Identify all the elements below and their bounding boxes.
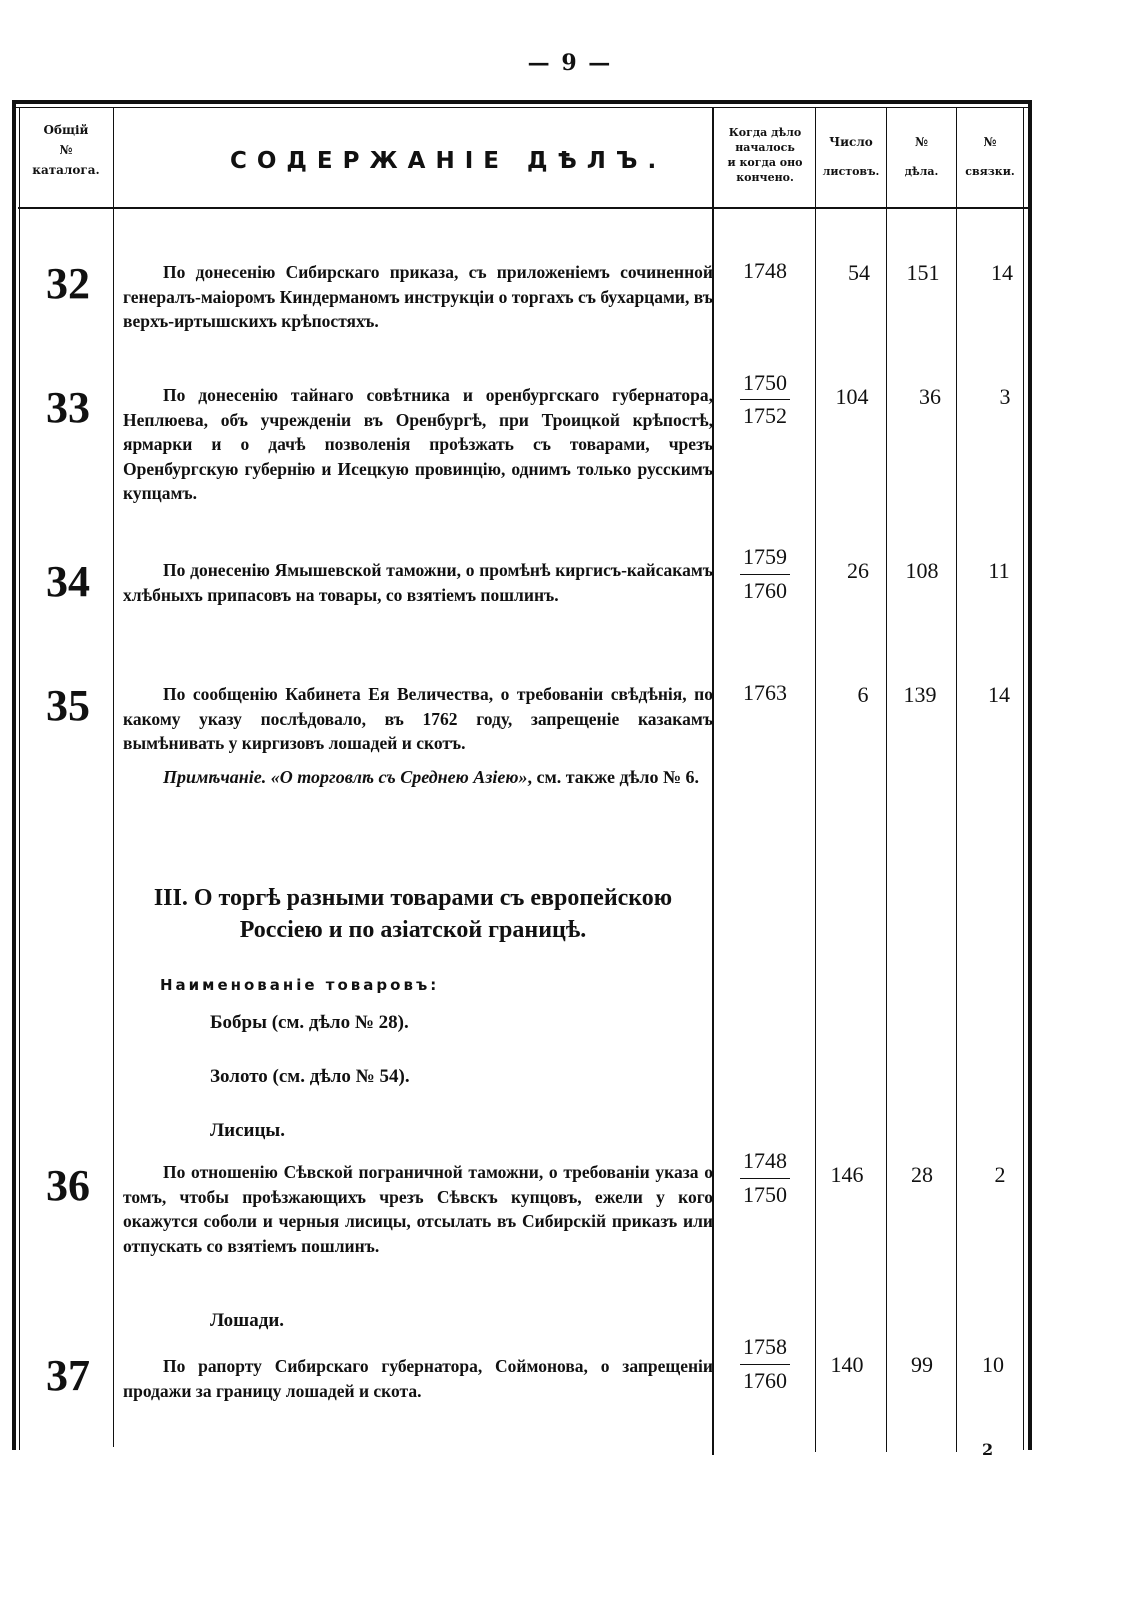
entry-number: 32 (46, 259, 90, 308)
entry-sheets: 54 (848, 260, 870, 285)
entry-year-start: 1763 (743, 680, 787, 705)
header-catalog-line2: № (59, 143, 73, 157)
entry-year-end: 1752 (743, 403, 787, 428)
entry-year-end: 1760 (743, 578, 787, 603)
right-border (1028, 100, 1032, 1450)
col-sep-dates (815, 107, 816, 1452)
top-border-inner (12, 107, 1032, 108)
entry-text (123, 682, 713, 756)
goods-foxes: Лисицы. (210, 1120, 286, 1141)
header-bundle (957, 134, 1023, 180)
entry-text (123, 1160, 713, 1258)
page-number: — 9 — (527, 50, 613, 76)
entry-number: 35 (46, 681, 90, 730)
entry-sheets: 26 (847, 558, 869, 583)
entry-sheets: 6 (857, 682, 869, 707)
header-bottom-border (18, 207, 1028, 209)
note-rest: , см. также дѣло № 6. (527, 767, 700, 787)
entry-year-end: 1750 (743, 1182, 787, 1207)
entry-bundle: 14 (988, 682, 1010, 707)
header-sheets (816, 134, 886, 180)
entry-year-start: 1758 (743, 1334, 787, 1359)
header-dates (715, 125, 815, 185)
entry-text (123, 383, 713, 506)
entry-sheets: 104 (835, 384, 869, 409)
entry-number: 37 (46, 1351, 90, 1400)
entry-bundle: 14 (991, 260, 1013, 285)
header-catalog (20, 122, 112, 178)
header-catalog-line3: каталога. (32, 163, 100, 177)
header-case-line1: № (914, 135, 929, 149)
header-case (887, 134, 956, 180)
entry-case: 108 (905, 558, 939, 583)
entry-bundle: 3 (999, 384, 1011, 409)
entry-text (123, 558, 713, 607)
note-reference: «О торговлѣ съ Среднею Азіею» (270, 767, 528, 787)
date-fraction-line (740, 1178, 790, 1179)
entry-number: 34 (46, 557, 90, 606)
top-border (12, 100, 1032, 104)
goods-horses: Лошади. (210, 1310, 285, 1331)
header-dates-line4: кончено. (736, 171, 794, 184)
note-label: Примѣчаніе. (163, 767, 267, 787)
header-sheets-line1: Число (829, 135, 873, 149)
entry-case: 99 (911, 1352, 933, 1377)
header-dates-line2: началось (735, 141, 795, 154)
signature-mark: 2 (982, 1440, 994, 1459)
entry-text-content: По донесенію Ямышевской таможни, о промѣнѣ киргисъ-кайсакамъ хлѣбныхъ припасовъ на товары, со взятіемъ пошлинъ. (123, 560, 713, 605)
entry-bundle: 2 (994, 1162, 1006, 1187)
header-bundle-line2: связки. (965, 165, 1015, 178)
entry-text-content: По рапорту Сибирскаго губернатора, Соймонова, о запрещеніи продажи за границу лошадей и скота. (123, 1356, 713, 1401)
entry-sheets: 140 (830, 1352, 864, 1377)
header-dates-line1: Когда дѣло (728, 126, 802, 139)
entry-case: 139 (903, 682, 937, 707)
header-sheets-line2: листовъ. (822, 165, 880, 178)
entry-year-start: 1750 (743, 370, 787, 395)
entry-bundle: 10 (982, 1352, 1004, 1377)
entry-bundle: 11 (988, 558, 1010, 583)
entry-year-start: 1748 (743, 1148, 787, 1173)
entry-case: 151 (906, 260, 940, 285)
entry-year-end: 1760 (743, 1368, 787, 1393)
entry-text (123, 260, 713, 334)
header-bundle-line1: № (983, 135, 997, 149)
header-contents: СОДЕРЖАНІЕ ДѢЛЪ. (230, 148, 667, 174)
entry-text-content: По отношенію Сѣвской пограничной таможни, о требованіи указа о томъ, чтобы проѣзжающихъ чрезъ Сѣвскъ купцовъ, ежели у кого окажутся соболи и черныя лисицы, отсылать въ Сибирскій приказъ или отпускать со взятіемъ пошлинъ. (123, 1162, 713, 1256)
entry-sheets: 146 (830, 1162, 864, 1187)
entry-text-content: По донесенію тайнаго совѣтника и оренбургскаго губернатора, Неплюева, объ учрежденіи въ Оренбургѣ, при Троицкой крѣпостѣ, ярмарки и о дачѣ позволенія проѣзжать съ товарами, чрезъ Оренбургскую губернію и Исецкую провинцію, однимъ только русскимъ купцамъ. (123, 385, 713, 503)
date-fraction-line (740, 399, 790, 400)
entry-note (123, 764, 713, 790)
header-case-line2: дѣла. (904, 165, 939, 178)
col-sep-sheets (886, 107, 887, 1452)
goods-heading: Наименованіе товаровъ: (160, 976, 440, 994)
date-fraction-line (740, 1364, 790, 1365)
entry-text-content: По донесенію Сибирскаго приказа, съ приложеніемъ сочиненной генералъ-маіоромъ Киндерманомъ инструкціи о торгахъ съ бухарцами, въ верхъ-иртышскихъ крѣпостяхъ. (123, 262, 713, 331)
entry-year-start: 1759 (743, 544, 787, 569)
header-catalog-line1: Общій (43, 123, 89, 137)
entry-case: 36 (919, 384, 941, 409)
date-fraction-line (740, 574, 790, 575)
entry-number: 33 (46, 383, 90, 432)
entry-year-start: 1748 (743, 258, 787, 283)
left-border (12, 100, 16, 1450)
header-dates-line3: и когда оно (727, 156, 803, 169)
right-border-inner (1023, 107, 1024, 1450)
entry-text-content: По сообщенію Кабинета Ея Величества, о требованіи свѣдѣнія, по какому указу послѣдовало, въ 1762 году, запрещеніе казакамъ вымѣнивать у киргизовъ лошадей и скотъ. (123, 684, 713, 753)
goods-gold: Золото (см. дѣло № 54). (210, 1066, 410, 1087)
goods-beavers: Бобры (см. дѣло № 28). (210, 1012, 409, 1033)
col-sep-case (956, 107, 957, 1452)
entry-case: 28 (911, 1162, 933, 1187)
entry-text (123, 1354, 713, 1403)
entry-number: 36 (46, 1161, 90, 1210)
section-heading: III. О торгѣ разными товарами съ европейскою Россіею и по азіатской границѣ. (153, 885, 673, 943)
